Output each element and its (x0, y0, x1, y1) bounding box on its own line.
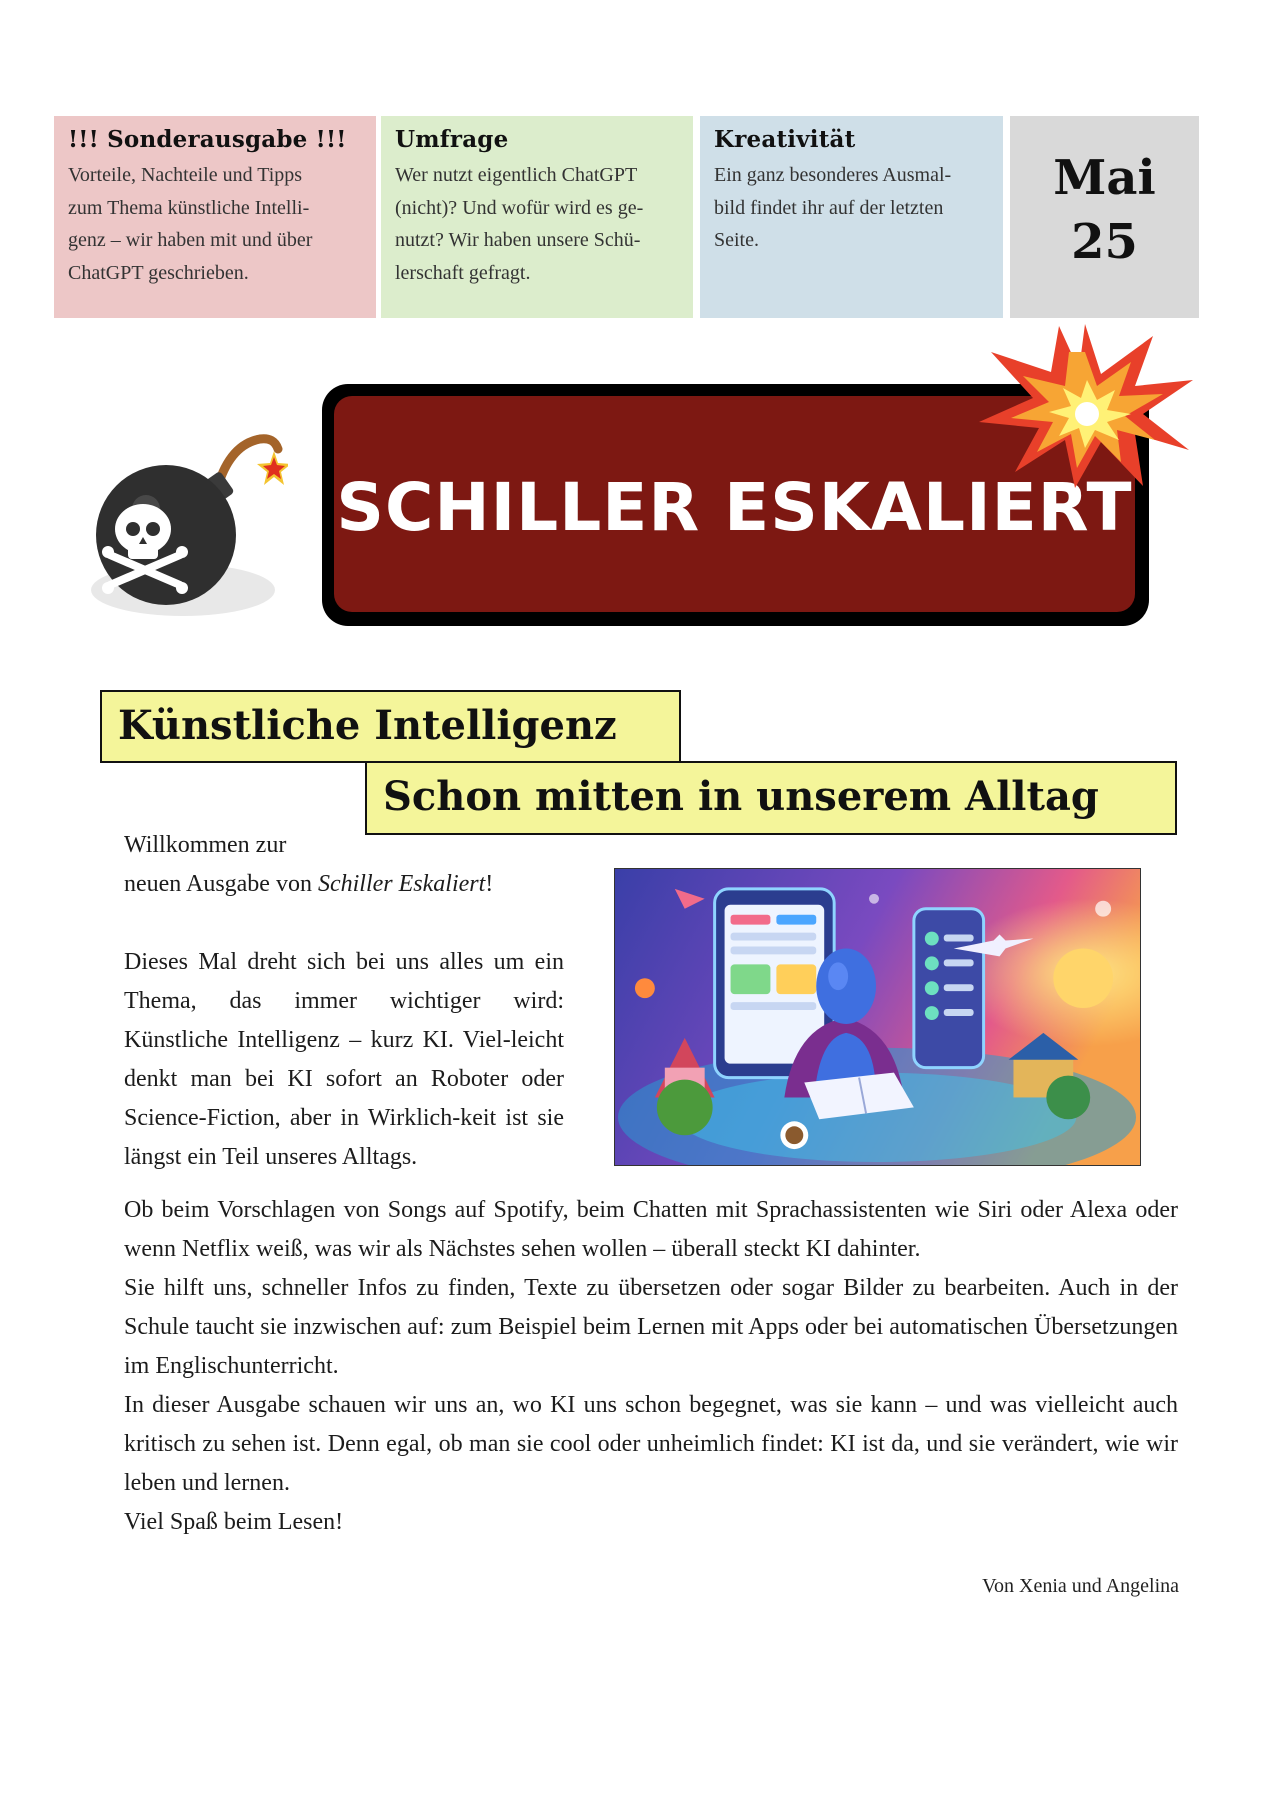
body-paragraph: Ob beim Vorschlagen von Songs auf Spotify, beim Chatten mit Sprachassistenten wie Siri oder Alexa oder wenn Netflix weiß, was wir als Nächstes sehen wollen – überall steckt KI dahinter. (124, 1197, 1178, 1262)
info-box-text: Vorteile, Nachteile und Tipps zum Thema künstliche Intelli- genz – wir haben mit und über ChatGPT geschrieben. (68, 164, 313, 284)
info-box-umfrage (381, 116, 693, 318)
info-box-title: Umfrage (395, 126, 509, 153)
greeting-line-2: neuen Ausgabe von Schiller Eskaliert! (124, 871, 494, 897)
bomb-icon (88, 405, 288, 625)
info-box-kreativitaet (700, 116, 1003, 318)
date-box (1010, 116, 1199, 318)
body-paragraph: Viel Spaß beim Lesen! (124, 1509, 344, 1535)
ai-illustration-image (614, 868, 1141, 1166)
headline-line-1: Künstliche Intelligenz (100, 690, 681, 763)
body-text (124, 1191, 1178, 1542)
explosion-icon (975, 322, 1195, 490)
info-box-title: !!! Sonderausgabe !!! (68, 126, 347, 153)
info-box-text: Wer nutzt eigentlich ChatGPT (nicht)? Und wofür wird es ge- nutzt? Wir haben unsere Schü- lerschaft gefragt. (395, 164, 644, 284)
author-credit: Von Xenia und Angelina (982, 1575, 1179, 1597)
magazine-title: SCHILLER ESKALIERT (336, 468, 1133, 546)
body-paragraph: Sie hilft uns, schneller Infos zu finden, Texte zu übersetzen oder sogar Bilder zu bearbeiten. Auch in der Schule taucht sie inzwischen auf: zum Beispiel beim Lernen mit Apps oder bei automatischen Übersetzungen im Englischunterricht. (124, 1275, 1178, 1379)
info-box-title: Kreativität (714, 126, 856, 153)
intro-text (124, 826, 564, 1177)
body-paragraph: In dieser Ausgabe schauen wir uns an, wo KI uns schon begegnet, was sie kann – und was vielleicht auch kritisch zu sehen ist. Denn egal, ob man sie cool oder unheimlich findet: KI ist da, und sie verändert, wie wir leben und lernen. (124, 1392, 1178, 1496)
greeting-line-1: Willkommen zur (124, 832, 287, 858)
intro-paragraph: Dieses Mal dreht sich bei uns alles um ein Thema, das immer wichtiger wird: Künstliche Intelligenz – kurz KI. Viel-leicht denkt man bei KI sofort an Roboter oder Science-Fiction, aber in Wirklich-keit ist sie längst ein Teil unseres Alltags. (124, 949, 565, 1170)
info-box-text: Ein ganz besonderes Ausmal- bild findet ihr auf der letzten Seite. (714, 164, 952, 251)
magazine-name: Schiller Eskaliert (317, 871, 486, 897)
date-month: Mai (1053, 150, 1156, 206)
date-year: 25 (1071, 214, 1138, 270)
headline-line-2: Schon mitten in unserem Alltag (365, 761, 1177, 835)
info-box-sonderausgabe (54, 116, 376, 318)
